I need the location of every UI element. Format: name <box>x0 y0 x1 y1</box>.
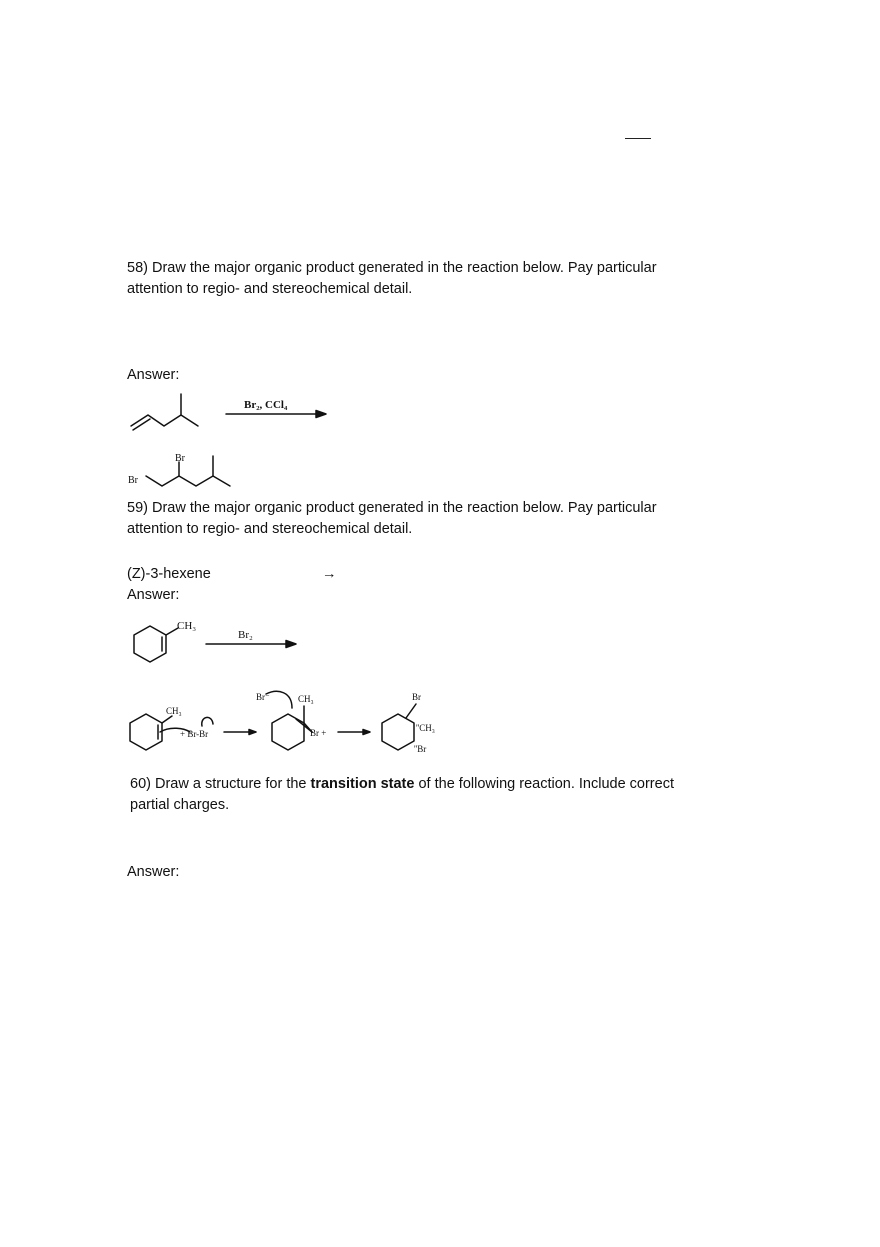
mech-ch3-1: CH₃ <box>166 706 182 716</box>
q58-product-br-top: Br <box>175 453 185 464</box>
mech-br-plus: Br + <box>310 728 327 738</box>
q58-prompt-line1: 58) Draw the major organic product generated in the reaction below. Pay particular <box>127 260 657 276</box>
mech-prod-br-top: Br <box>412 692 421 702</box>
q59-prompt-line1: 59) Draw the major organic product generated in the reaction below. Pay particular <box>127 500 657 516</box>
q59-answer-label: Answer: <box>127 587 180 603</box>
q59-mechanism-scheme <box>126 686 442 762</box>
q59-reagent: Br₂ <box>238 629 253 641</box>
mech-br-minus: Br⁻ <box>256 692 270 702</box>
q59-prompt-line2: attention to regio- and stereochemical detail. <box>127 521 413 537</box>
blank-line <box>625 138 651 139</box>
q59-substituent: CH₃ <box>177 620 197 632</box>
q59-reactant: (Z)-3-hexene <box>127 566 211 582</box>
mech-plus-brbr: + Br-Br <box>180 729 209 739</box>
mech-prod-br-bottom: ''Br <box>414 744 427 754</box>
mech-ch3-2: CH₃ <box>298 694 314 704</box>
q58-prompt-line2: attention to regio- and stereochemical detail. <box>127 281 413 297</box>
q60-prompt-before: 60) Draw a structure for the <box>130 776 311 792</box>
q58-answer-label: Answer: <box>127 367 180 383</box>
q60-prompt-line1 <box>130 774 674 795</box>
q60-prompt-after: of the following reaction. Include correct <box>414 776 674 792</box>
q58-reaction-scheme <box>126 388 336 436</box>
q58-reagent: Br₂, CCl₄ <box>244 399 288 411</box>
q60-answer-label: Answer: <box>127 864 180 880</box>
q58-product-structure <box>126 450 238 494</box>
q60-prompt-line2: partial charges. <box>130 797 230 813</box>
q58-product-br-left: Br <box>128 475 138 486</box>
q59-reaction-arrow: → <box>322 566 337 582</box>
q59-reaction-scheme <box>126 614 304 670</box>
q60-prompt-bold: transition state <box>310 776 415 792</box>
mech-prod-ch3: ''CH₃ <box>416 723 435 733</box>
